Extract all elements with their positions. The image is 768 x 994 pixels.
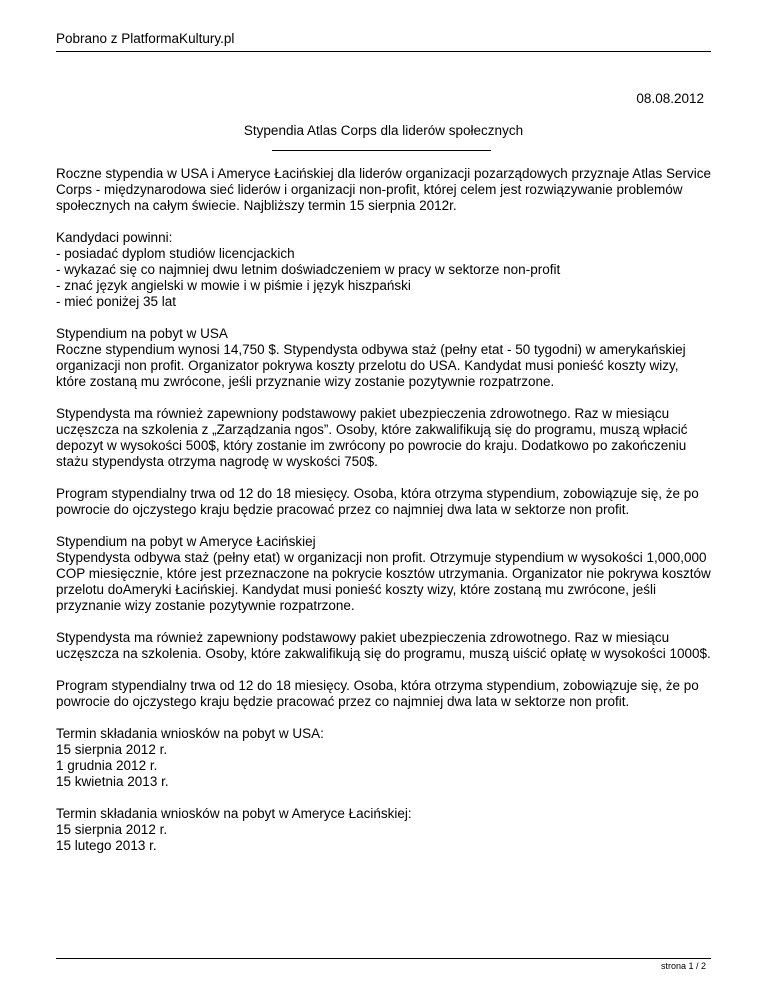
source-header: Pobrano z PlatformaKultury.pl	[56, 31, 235, 46]
paragraph-line: Termin składania wniosków na pobyt w USA:	[56, 726, 324, 741]
page-number: strona 1 / 2	[660, 961, 706, 971]
article-paragraph	[56, 486, 712, 518]
article-paragraph	[56, 534, 712, 614]
article-title: Stypendia Atlas Corps dla liderów społecznych	[243, 123, 524, 138]
paragraph-line: Stypendysta ma również zapewniony podstawowy pakiet ubezpieczenia zdrowotnego. Raz w miesiącu uczęszcza na szkolenia z „Zarządzania ngos”. Osoby, które zakwalifikują się do programu, muszą wpłacić depozyt w wysokości 500$, który zostanie im zwrócony po powrocie do kraju. Dodatkowo po zakończeniu stażu stypendysta otrzyma nagrodę w wyskości 750$.	[56, 406, 688, 469]
paragraph-line: Roczne stypendia w USA i Ameryce Łacińskiej dla liderów organizacji pozarządowych przyznaje Atlas Service Corps - międzynarodowa sieć liderów i organizacji non-profit, której celem jest rozwiązywanie problemów społecznych na całym świecie. Najbliższy termin 15 sierpnia 2012r.	[56, 166, 712, 213]
paragraph-line: 1 grudnia 2012 r.	[56, 758, 158, 773]
paragraph-line: Stypendysta ma również zapewniony podstawowy pakiet ubezpieczenia zdrowotnego. Raz w miesiącu uczęszcza na szkolenia. Osoby, które zakwalifikują się do programu, muszą uiścić opłatę w wysokości 1000$.	[56, 630, 711, 661]
paragraph-line: 15 sierpnia 2012 r.	[56, 742, 168, 757]
article-date: 08.08.2012	[636, 91, 704, 106]
footer-divider	[56, 958, 711, 959]
article-paragraph	[56, 406, 712, 470]
paragraph-line: Stypendysta odbywa staż (pełny etat) w organizacji non profit. Otrzymuje stypendium w wysokości 1,000,000 COP miesięcznie, które jest przeznaczone na pokrycie kosztów utrzymania. Organizator nie pokrywa kosztów przelotu doAmeryki Łacińskiej. Kandydat musi ponieść koszty wizy, które zostaną mu zwrócone, jeśli przyznanie wizy zostanie pozytywnie rozpatrzone.	[56, 550, 711, 613]
title-underline	[272, 150, 491, 151]
article-paragraph	[56, 726, 712, 790]
article-paragraph	[56, 230, 712, 310]
paragraph-line: Program stypendialny trwa od 12 do 18 miesięcy. Osoba, która otrzyma stypendium, zobowiązuje się, że po powrocie do ojczystego kraju będzie pracować przez co najmniej dwa lata w sektorze non profit.	[56, 678, 699, 709]
paragraph-line: - posiadać dyplom studiów licencjackich	[56, 246, 295, 261]
paragraph-line: Stypendium na pobyt w Ameryce Łacińskiej	[56, 534, 316, 549]
paragraph-line: Termin składania wniosków na pobyt w Ameryce Łacińskiej:	[56, 806, 412, 821]
paragraph-line: Program stypendialny trwa od 12 do 18 miesięcy. Osoba, która otrzyma stypendium, zobowiązuje się, że po powrocie do ojczystego kraju będzie pracować przez co najmniej dwa lata w sektorze non profit.	[56, 486, 699, 517]
article-paragraph	[56, 326, 712, 390]
paragraph-line: 15 sierpnia 2012 r.	[56, 822, 168, 837]
article-paragraph	[56, 806, 712, 854]
article-body	[56, 166, 712, 870]
paragraph-line: - mieć poniżej 35 lat	[56, 294, 177, 309]
paragraph-line: - wykazać się co najmniej dwu letnim doświadczeniem w pracy w sektorze non-profit	[56, 262, 561, 277]
article-paragraph	[56, 166, 712, 214]
article-paragraph	[56, 630, 712, 662]
article-paragraph	[56, 678, 712, 710]
paragraph-line: Roczne stypendium wynosi 14,750 $. Stypendysta odbywa staż (pełny etat - 50 tygodni) w amerykańskiej organizacji non profit. Organizator pokrywa koszty przelotu do USA. Kandydat musi ponieść koszty wizy, które zostaną mu zwrócone, jeśli przyznanie wizy zostanie pozytywnie rozpatrzone.	[56, 342, 686, 389]
paragraph-line: Stypendium na pobyt w USA	[56, 326, 228, 341]
header-divider	[56, 51, 711, 52]
paragraph-line: Kandydaci powinni:	[56, 230, 173, 245]
paragraph-line: 15 kwietnia 2013 r.	[56, 774, 169, 789]
paragraph-line: - znać język angielski w mowie i w piśmie i język hiszpański	[56, 278, 411, 293]
paragraph-line: 15 lutego 2013 r.	[56, 838, 157, 853]
